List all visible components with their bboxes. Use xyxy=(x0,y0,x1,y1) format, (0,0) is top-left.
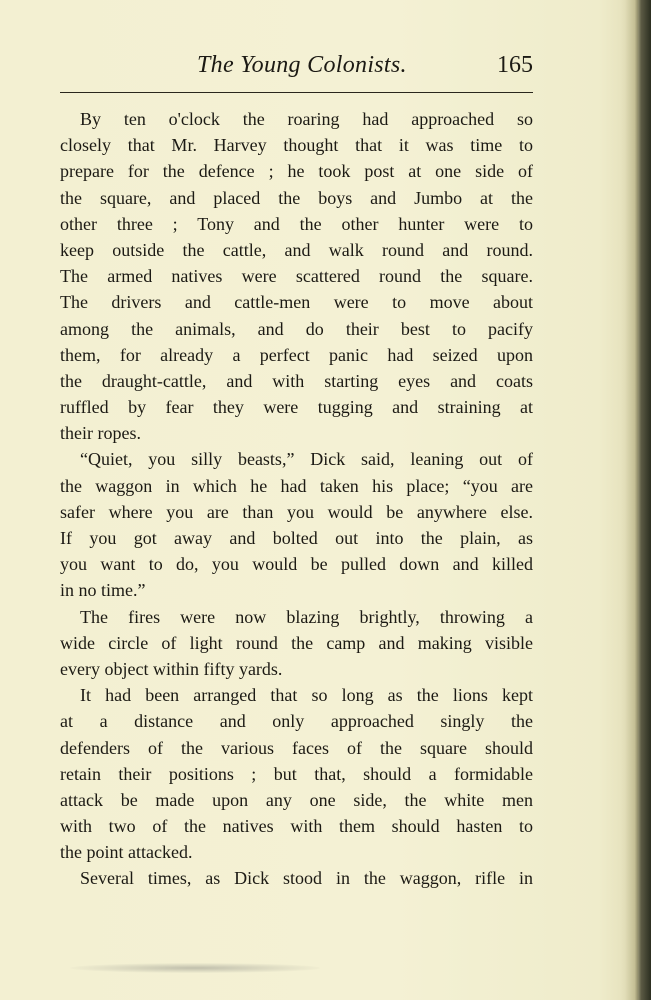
text-line: the draught-cattle, and with starting eyes and coats xyxy=(60,370,533,391)
text-line: at a distance and only approached singly the xyxy=(60,711,533,732)
text-line: with two of the natives with them should hasten to xyxy=(60,816,533,837)
text-line: other three ; Tony and the other hunter were to xyxy=(60,213,533,234)
text-line: The armed natives were scattered round the square. xyxy=(60,266,533,287)
text-line: By ten o'clock the roaring had approached so xyxy=(80,109,533,129)
text-line: If you got away and bolted out into the plain, as xyxy=(60,528,533,548)
text-line: wide circle of light round the camp and making visible xyxy=(60,632,533,653)
page-edge-shadow xyxy=(620,0,638,1000)
text-line: “Quiet, you silly beasts,” Dick said, leaning out of xyxy=(80,449,533,470)
text-line: attack be made upon any one side, the white men xyxy=(60,789,533,810)
text-line: keep outside the cattle, and walk round and round. xyxy=(60,239,533,260)
page-header xyxy=(60,52,533,86)
text-line: safer where you are than you would be anywhere else. xyxy=(60,501,533,522)
text-line: The drivers and cattle-men were to move about xyxy=(60,292,533,313)
running-title: The Young Colonists. xyxy=(197,52,407,78)
page-number: 165 xyxy=(497,52,533,78)
text-line: the point attacked. xyxy=(60,842,193,863)
text-line: ruffled by fear they were tugging and straining at xyxy=(60,397,533,418)
text-line: prepare for the defence ; he took post at one side of xyxy=(60,161,533,182)
text-line: defenders of the various faces of the square should xyxy=(60,737,533,758)
text-line: them, for already a perfect panic had seized upon xyxy=(60,344,533,365)
text-line: The fires were now blazing brightly, throwing a xyxy=(80,606,533,627)
text-line: closely that Mr. Harvey thought that it was time to xyxy=(60,135,533,156)
text-line: Several times, as Dick stood in the waggon, rifle in xyxy=(80,868,533,889)
header-rule xyxy=(60,92,533,93)
text-line: the waggon in which he had taken his place; “you are xyxy=(60,475,533,496)
body-text xyxy=(60,106,533,892)
page-smudge xyxy=(70,963,320,973)
text-line: It had been arranged that so long as the lions kept xyxy=(80,685,533,706)
text-line: among the animals, and do their best to pacify xyxy=(60,318,533,339)
text-line: in no time.” xyxy=(60,580,146,601)
text-line: their ropes. xyxy=(60,423,141,444)
text-line: you want to do, you would be pulled down and killed xyxy=(60,554,533,575)
text-line: the square, and placed the boys and Jumbo at the xyxy=(60,187,533,208)
text-line: every object within fifty yards. xyxy=(60,658,283,679)
text-line: retain their positions ; but that, should a formidable xyxy=(60,763,533,784)
